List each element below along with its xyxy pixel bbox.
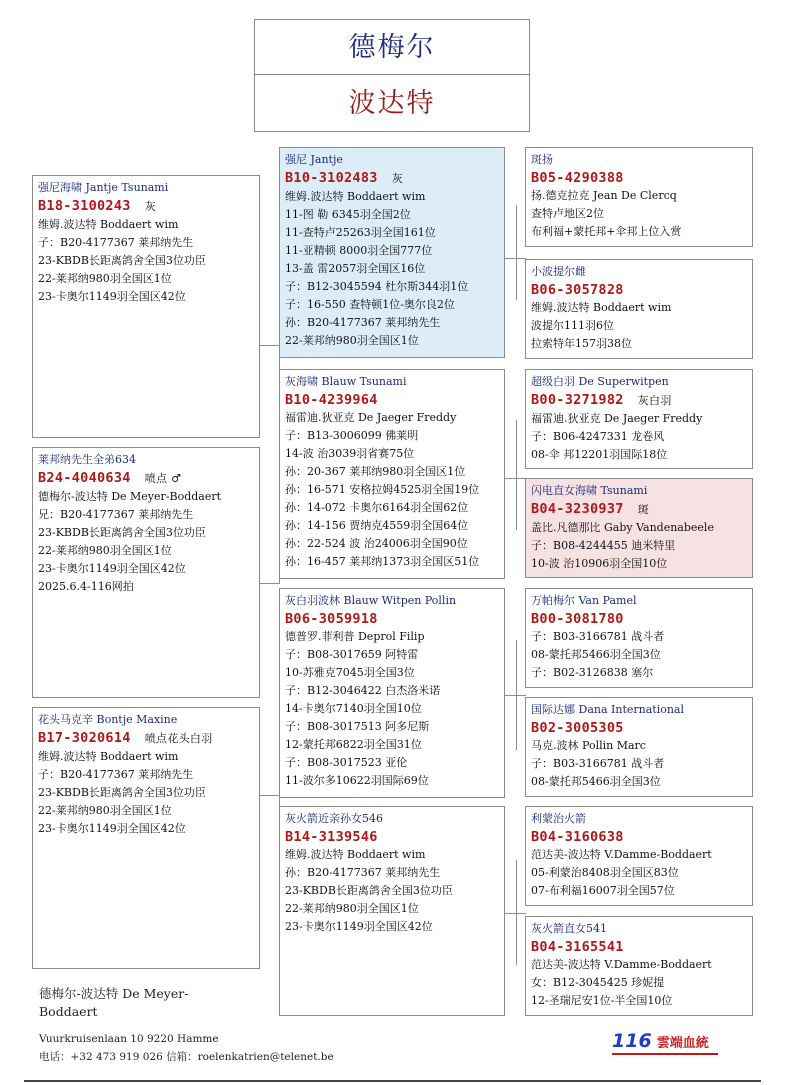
pigeon-name: 强尼海啸 Jantje Tsunami — [38, 181, 169, 194]
pigeon-name: 花头马克辛 Bontje Maxine — [38, 713, 178, 726]
info-line: 布利福+蒙托邦+伞邦上位入赏 — [531, 225, 682, 238]
info-line: 23-KBDB长距离鸽舍全国3位功臣 — [38, 254, 206, 267]
info-line: 维姆.波达特 Boddaert wim — [531, 301, 672, 314]
pedigree-box-dam — [32, 447, 260, 698]
info-line: 23-卡奥尔1149羽全国区42位 — [38, 290, 186, 303]
info-line: 孙：B20-4177367 莱邦纳先生 — [285, 866, 441, 879]
logo-text: 雲端血統 — [656, 1036, 709, 1051]
info-line: 孙：14-072 卡奥尔6164羽全国62位 — [285, 501, 469, 514]
pedigree-box-g2 — [525, 259, 753, 359]
ring-number: B10-4239964 — [285, 392, 378, 408]
info-line: 子：B12-3046422 白杰洛米诺 — [285, 684, 441, 697]
info-line: 子：B03-3166781 战斗者 — [531, 757, 665, 770]
info-line: 孙：22-524 波 治24006羽全国90位 — [285, 537, 468, 550]
pedigree-box-g6 — [525, 697, 753, 797]
info-line: 23-KBDB长距离鸽舍全国3位功臣 — [38, 786, 206, 799]
info-line: 11-查特卢25263羽全国161位 — [285, 226, 436, 239]
page-title: 德梅尔 — [348, 32, 436, 63]
ring-number: B02-3005305 — [531, 720, 624, 736]
pigeon-name: 强尼 Jantje — [285, 153, 343, 166]
ring-number: B04-3230937 斑 — [531, 501, 650, 517]
info-line: 孙：14-156 贾纳克4559羽全国64位 — [285, 519, 469, 532]
info-line: 孙：B20-4177367 莱邦纳先生 — [285, 316, 441, 329]
info-line: 10-波 治10906羽全国10位 — [531, 557, 668, 570]
info-line: 查特卢地区2位 — [531, 207, 604, 220]
info-line: 子：16-550 查特顿1位-奥尔良2位 — [285, 298, 455, 311]
info-line: 女：B12-3045425 珍妮提 — [531, 976, 665, 989]
pedigree-box-dam-dam — [32, 707, 260, 969]
info-line: 14-卡奥尔7140羽全国10位 — [285, 702, 422, 715]
pigeon-color: 灰 — [144, 200, 157, 213]
pigeon-color: 喷点 ♂ — [144, 472, 182, 485]
connector — [259, 795, 280, 796]
info-line: 子：B13-3006099 佛莱明 — [285, 429, 419, 442]
info-line: 11-亚精顿 8000羽全国777位 — [285, 244, 433, 257]
ring-number: B05-4290388 — [531, 170, 624, 186]
pigeon-name: 莱邦纳先生全弟634 — [38, 453, 136, 466]
pedigree-box-gs2 — [279, 369, 505, 579]
pigeon-color: 喷点花头白羽 — [144, 732, 213, 745]
connector — [505, 258, 526, 259]
pedigree-box-gs4 — [279, 806, 505, 1016]
pedigree-box-gs3 — [279, 588, 505, 798]
pigeon-name: 灰白羽波林 Blauw Witpen Pollin — [285, 594, 457, 607]
info-line: 子：B08-3017513 阿多尼斯 — [285, 720, 430, 733]
ring-number: B00-3081780 — [531, 611, 624, 627]
ring-number: B14-3139546 — [285, 829, 378, 845]
ring-number: B10-3102483 灰 — [285, 170, 404, 186]
info-line: 范达美-波达特 V.Damme-Boddaert — [531, 848, 712, 861]
pigeon-name: 闪电直女海啸 Tsunami — [531, 484, 648, 497]
pedigree-box-g4 — [525, 478, 753, 578]
pigeon-name: 灰海啸 Blauw Tsunami — [285, 375, 407, 388]
info-line: 德梅尔-波达特 De Meyer-Boddaert — [38, 490, 222, 503]
info-line: 孙：16-457 莱邦纳1373羽全国区51位 — [285, 555, 480, 568]
info-line: 子：B12-3045594 杜尔斯344羽1位 — [285, 280, 469, 293]
info-line: 05-利蒙治8408羽全国区83位 — [531, 866, 679, 879]
pigeon-name: 灰火箭近亲孙女546 — [285, 812, 383, 825]
info-line: 子：B02-3126838 塞尔 — [531, 666, 654, 679]
pedigree-box-sire — [32, 175, 260, 438]
info-line: 子：B08-4244455 迪米特里 — [531, 539, 676, 552]
pigeon-name: 利蒙治火箭 — [531, 812, 586, 825]
info-line: 22-莱邦纳980羽全国区1位 — [285, 334, 419, 347]
bottom-rule — [24, 1080, 761, 1082]
ring-number: B17-3020614 喷点花头白羽 — [38, 730, 213, 746]
connector — [505, 478, 526, 479]
info-line: 23-KBDB长距离鸽舍全国3位功臣 — [38, 526, 206, 539]
connector — [505, 913, 526, 914]
info-line: 23-卡奥尔1149羽全国区42位 — [38, 822, 186, 835]
info-line: 拉索特年157羽38位 — [531, 337, 632, 350]
logo-number: 116 — [612, 1030, 652, 1052]
pigeon-color: 斑 — [637, 503, 650, 516]
connector — [259, 583, 280, 584]
info-line: 波提尔111羽6位 — [531, 319, 614, 332]
info-line: 23-KBDB长距离鸽舍全国3位功臣 — [285, 884, 453, 897]
info-line: 14-波 治3039羽省赛75位 — [285, 447, 415, 460]
info-line: 13-盖 雷2057羽全国区16位 — [285, 262, 426, 275]
info-line: 子：B20-4177367 莱邦纳先生 — [38, 768, 194, 781]
info-line: 11-图 勒 6345羽全国2位 — [285, 208, 411, 221]
connector — [505, 695, 526, 696]
pedigree-box-g7 — [525, 806, 753, 906]
pigeon-color: 灰白羽 — [637, 394, 672, 407]
info-line: 08-蒙托邦5466羽全国3位 — [531, 775, 661, 788]
info-line: 子：B03-3166781 战斗者 — [531, 630, 665, 643]
pedigree-box-g1 — [525, 147, 753, 247]
info-line: 22-莱邦纳980羽全国区1位 — [285, 902, 419, 915]
info-line: 维姆.波达特 Boddaert wim — [38, 750, 179, 763]
info-line: 07-布利福16007羽全国57位 — [531, 884, 675, 897]
info-line: 维姆.波达特 Boddaert wim — [285, 848, 426, 861]
info-line: 22-莱邦纳980羽全国区1位 — [38, 804, 172, 817]
info-line: 22-莱邦纳980羽全国区1位 — [38, 544, 172, 557]
info-line: 2025.6.4-116网拍 — [38, 580, 134, 593]
pedigree-box-g8 — [525, 916, 753, 1016]
info-line: 23-卡奥尔1149羽全国区42位 — [38, 562, 186, 575]
info-line: 08-伞 邦12201羽国际18位 — [531, 448, 668, 461]
pigeon-name: 小波提尔雌 — [531, 265, 586, 278]
owner-name-line: Boddaert — [39, 1004, 98, 1019]
info-line: 08-蒙托邦5466羽全国3位 — [531, 648, 661, 661]
info-line: 子：B08-3017523 亚伦 — [285, 756, 408, 769]
ring-number: B04-3165541 — [531, 939, 624, 955]
info-line: 子：B06-4247331 龙卷风 — [531, 430, 665, 443]
owner-contact: 电话：+32 473 919 026 信箱：roelenkatrien@telenet.be — [39, 1051, 334, 1063]
ring-number: B04-3160638 — [531, 829, 624, 845]
title-box-top — [254, 19, 530, 75]
info-line: 范达美-波达特 V.Damme-Boddaert — [531, 958, 712, 971]
info-line: 兄：B20-4177367 莱邦纳先生 — [38, 508, 194, 521]
ring-number: B00-3271982 灰白羽 — [531, 392, 672, 408]
pedigree-box-g3 — [525, 369, 753, 469]
owner-name — [39, 985, 269, 1021]
owner-address: Vuurkruisenlaan 10 9220 Hamme — [39, 1033, 219, 1045]
ring-number: B06-3059918 — [285, 611, 378, 627]
info-line: 维姆.波达特 Boddaert wim — [285, 190, 426, 203]
info-line: 子：B08-3017659 阿特雷 — [285, 648, 419, 661]
pigeon-name: 国际达娜 Dana International — [531, 703, 684, 716]
connector — [516, 205, 517, 300]
ring-number: B06-3057828 — [531, 282, 624, 298]
info-line: 维姆.波达特 Boddaert wim — [38, 218, 179, 231]
info-line: 22-莱邦纳980羽全国区1位 — [38, 272, 172, 285]
info-line: 孙：20-367 莱邦纳980羽全国区1位 — [285, 465, 466, 478]
info-line: 马克.波林 Pollin Marc — [531, 739, 646, 752]
pigeon-name: 万帕梅尔 Van Pamel — [531, 594, 637, 607]
info-line: 孙：16-571 安格拉姆4525羽全国19位 — [285, 483, 480, 496]
info-line: 德普罗.菲利普 Deprol Filip — [285, 630, 425, 643]
info-line: 11-波尔多10622羽国际69位 — [285, 774, 429, 787]
page-subtitle: 波达特 — [348, 88, 436, 119]
info-line: 福雷迪.狄亚克 De Jaeger Freddy — [285, 411, 457, 424]
owner-name-line: 德梅尔-波达特 De Meyer- — [39, 986, 189, 1001]
pigeon-color: 灰 — [391, 172, 404, 185]
connector — [259, 345, 280, 346]
ring-number: B24-4040634 喷点 ♂ — [38, 470, 182, 486]
info-line: 12-圣瑞尼安1位-半全国10位 — [531, 994, 673, 1007]
ring-number: B18-3100243 灰 — [38, 198, 157, 214]
info-line: 福雷迪.狄亚克 De Jaeger Freddy — [531, 412, 703, 425]
pigeon-name: 灰火箭直女541 — [531, 922, 607, 935]
logo-underline — [612, 1053, 718, 1055]
logo — [612, 1030, 722, 1056]
info-line: 23-卡奥尔1149羽全国区42位 — [285, 920, 433, 933]
pigeon-name: 斑扬 — [531, 153, 553, 166]
title-box-bottom — [254, 74, 530, 132]
pedigree-box-g5 — [525, 588, 753, 688]
connector — [516, 420, 517, 530]
info-line: 扬.德克拉克 Jean De Clercq — [531, 189, 677, 202]
info-line: 12-蒙托邦6822羽全国31位 — [285, 738, 422, 751]
info-line: 10-苏雅克7045羽全国3位 — [285, 666, 415, 679]
pigeon-name: 超级白羽 De Superwitpen — [531, 375, 669, 388]
info-line: 盖比.凡德那比 Gaby Vandenabeele — [531, 521, 714, 534]
pedigree-box-gs1 — [279, 147, 505, 358]
info-line: 子：B20-4177367 莱邦纳先生 — [38, 236, 194, 249]
